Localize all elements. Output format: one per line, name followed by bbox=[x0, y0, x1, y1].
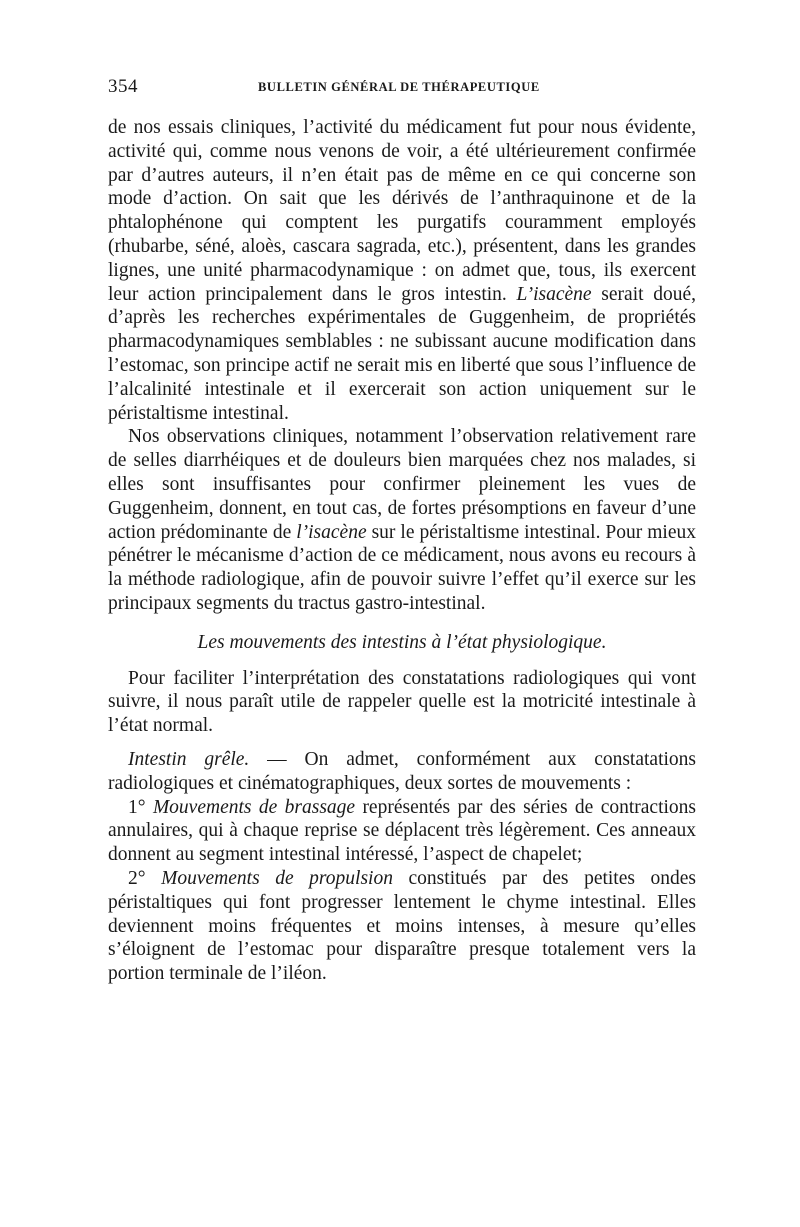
list-item-title: Mouvements de brassage bbox=[152, 796, 356, 818]
paragraph-2 bbox=[108, 425, 696, 615]
page-number: 354 bbox=[108, 76, 138, 97]
paragraph-1-continuation: serait doué, d’après les recherches expérimentales de Guggenheim, de propriétés pharmacodynamiques semblables : ne subissant aucune modification dans l’estomac, son principe actif ne serait mis en liberté que sous l’influence de l’alcalinité intestinale et il exercerait son action uniquement sur le péristaltisme intestinal. bbox=[108, 283, 697, 424]
isacene-term: l’isacène bbox=[296, 521, 367, 543]
paragraph-1 bbox=[108, 116, 696, 425]
list-item-text: constitués par des petites ondes péristaltiques qui font progresser lentement le chyme intestinal. Elles deviennent moins fréquentes et moins intenses, à mesure qu’elles s’éloignent de l’estomac pour disparaître presque totalement vers la portion terminale de l’iléon. bbox=[108, 867, 697, 985]
list-item-2 bbox=[108, 867, 696, 986]
running-title: BULLETIN GÉNÉRAL DE THÉRAPEUTIQUE bbox=[258, 80, 540, 94]
paragraph-2-text: Nos observations cliniques, notamment l’observation relativement rare de selles diarrhéiques et de douleurs bien marquées chez nos malades, si elles sont insuffisantes pour confirmer pleinement les vues de Guggenheim, donnent, en tout cas, de fortes présomptions en faveur d’une action prédominante de bbox=[108, 426, 696, 543]
paragraph-3: Pour faciliter l’interprétation des constatations radiologiques qui vont suivre, il nous paraît utile de rappeler quelle est la motricité intestinale à l’état normal. bbox=[108, 667, 696, 737]
list-number: 1° bbox=[128, 796, 146, 818]
paragraph-1-text: de nos essais cliniques, l’activité du médicament fut pour nous évidente, activité qui, comme nous venons de voir, a été ultérieurement confirmée par d’autres auteurs, il n’en était pas de même en ce qui concerne son mode d’action. On sait que les dérivés de l’anthraquinone et de la phtalophénone qui comptent les purgatifs couramment employés (rhubarbe, séné, aloès, cascara sagrada, etc.), présentent, dans les grandes lignes, une unité pharmacodynamique : on admet que, tous, ils exercent leur action principalement dans le gros intestin. bbox=[108, 117, 696, 305]
isacene-term: L’isacène bbox=[516, 283, 592, 305]
section-heading: Les mouvements des intestins à l’état physiologique. bbox=[197, 631, 607, 653]
paragraph-4 bbox=[108, 748, 696, 796]
list-number: 2° bbox=[128, 867, 146, 889]
subsection-title: Intestin grêle. bbox=[128, 748, 250, 770]
list-item-text: représentés par des séries de contractions annulaires, qui à chaque reprise se déplacent très légèrement. Ces anneaux donnent au segment intestinal intéressé, l’aspect de chapelet; bbox=[108, 796, 697, 866]
body-text bbox=[108, 116, 696, 986]
page-header bbox=[108, 76, 696, 98]
paragraph-4-text: — On admet, conformément aux constatations radiologiques et cinématographiques, deux sortes de mouvements : bbox=[108, 748, 697, 794]
paragraph-2-continuation: sur le péristaltisme intestinal. Pour mieux pénétrer le mécanisme d’action de ce médicament, nous avons eu recours à la méthode radiologique, afin de pouvoir suivre l’effet qu’il exerce sur les principaux segments du tractus gastro-intestinal. bbox=[108, 521, 696, 614]
list-item-1 bbox=[108, 796, 696, 867]
list-item-title: Mouvements de propulsion bbox=[161, 867, 393, 889]
